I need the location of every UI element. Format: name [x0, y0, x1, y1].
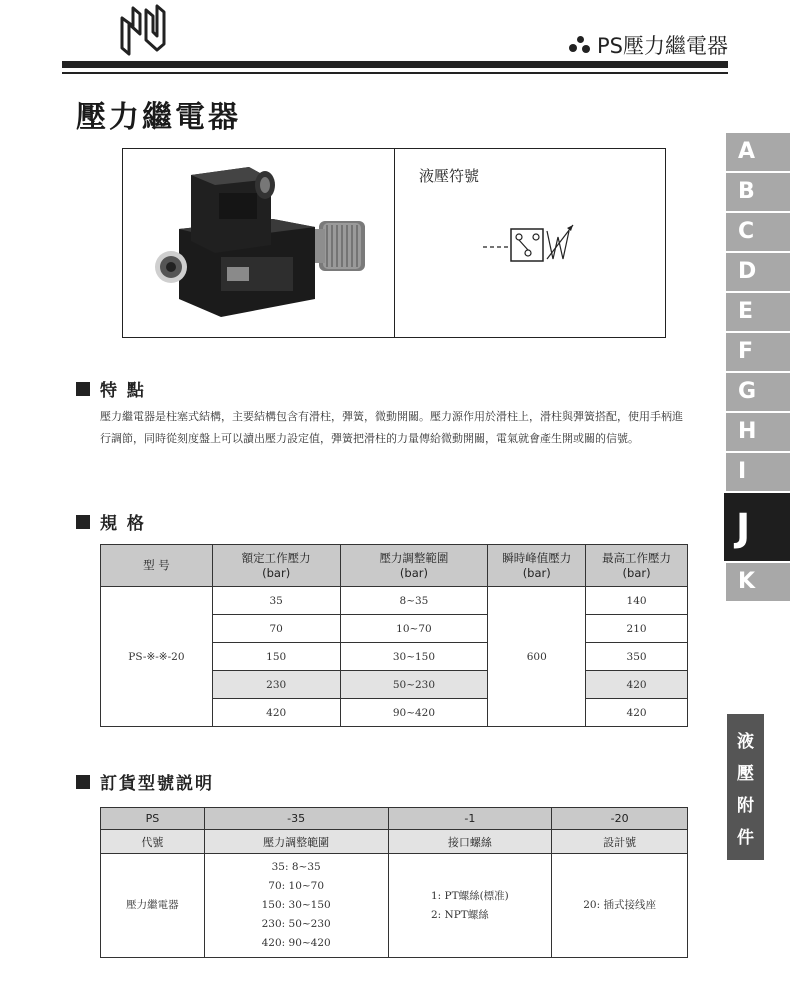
header-title-group [569, 30, 728, 60]
page-title: 壓力繼電器 [76, 100, 241, 135]
col-range: 壓力調整範圍 (bar) [340, 545, 488, 587]
square-bullet-icon [76, 775, 90, 789]
hydraulic-symbol-icon [483, 219, 593, 269]
thread-list: 1: PT螺絲(標准) 2: NPT螺絲 [388, 854, 552, 958]
order-body-row: 壓力繼電器 35: 8~35 70: 10~70 150: 30~150 230: 50~230 420: 90~420 1: PT螺絲(標准) 2: NPT螺絲 20: 插式接线座 [101, 854, 688, 958]
order-code-row: PS -35 -1 -20 [101, 808, 688, 830]
model-cell: PS-※-※-20 [101, 587, 213, 727]
figure-box [122, 148, 666, 338]
col-model: 型 号 [101, 545, 213, 587]
col-max: 最高工作壓力 (bar) [586, 545, 688, 587]
dots-icon [569, 36, 591, 54]
section-tab-hydraulic-accessories[interactable]: 液 壓 附 件 [727, 714, 764, 860]
tab-k[interactable]: K [726, 563, 790, 601]
table-row: 230 50~230 420 [101, 671, 688, 699]
header-rule-thin [62, 72, 728, 74]
tab-f[interactable]: F [726, 333, 790, 371]
tab-d[interactable]: D [726, 253, 790, 291]
table-row: 420 90~420 420 [101, 699, 688, 727]
spec-table [100, 544, 688, 727]
tab-i[interactable]: I [726, 453, 790, 491]
peak-cell: 600 [488, 587, 586, 727]
tab-a[interactable]: A [726, 133, 790, 171]
features-heading: 特 點 [76, 376, 146, 401]
range-list: 35: 8~35 70: 10~70 150: 30~150 230: 50~230 420: 90~420 [204, 854, 388, 958]
tab-j[interactable]: J [724, 493, 790, 561]
company-logo [118, 4, 168, 56]
tab-h[interactable]: H [726, 413, 790, 451]
product-photo [123, 149, 395, 337]
tab-b[interactable]: B [726, 173, 790, 211]
tab-c[interactable]: C [726, 213, 790, 251]
header-rule [62, 61, 728, 68]
square-bullet-icon [76, 515, 90, 529]
order-label-row: 代號 壓力調整範圍 接口螺絲 設計號 [101, 830, 688, 854]
table-row: PS-※-※-20 35 8~35 600 140 [101, 587, 688, 615]
header-title: PS壓力繼電器 [597, 34, 728, 58]
table-row: 70 10~70 210 [101, 615, 688, 643]
symbol-label: 液壓符號 [419, 167, 480, 185]
order-heading: 訂貨型號説明 [76, 769, 214, 794]
col-rated: 額定工作壓力 (bar) [212, 545, 340, 587]
spec-heading: 規 格 [76, 509, 146, 534]
features-text: 壓力繼電器是柱塞式結構，主要結構包含有滑柱，彈簧，微動開關。壓力源作用於滑柱上，滑柱與彈簧搭配，使用手柄進行調節，同時從刻度盤上可以讀出壓力設定值，彈簧把滑柱的力量傳給微動開關，電氣就會產生開或關的信號。 [100, 410, 683, 445]
tab-e[interactable]: E [726, 293, 790, 331]
order-table [100, 807, 688, 958]
spec-header-row [101, 545, 688, 587]
index-tabs [726, 133, 790, 603]
col-peak: 瞬時峰值壓力 (bar) [488, 545, 586, 587]
pressure-switch-image [123, 149, 395, 339]
square-bullet-icon [76, 382, 90, 396]
symbol-panel [395, 149, 665, 337]
tab-g[interactable]: G [726, 373, 790, 411]
table-row: 150 30~150 350 [101, 643, 688, 671]
